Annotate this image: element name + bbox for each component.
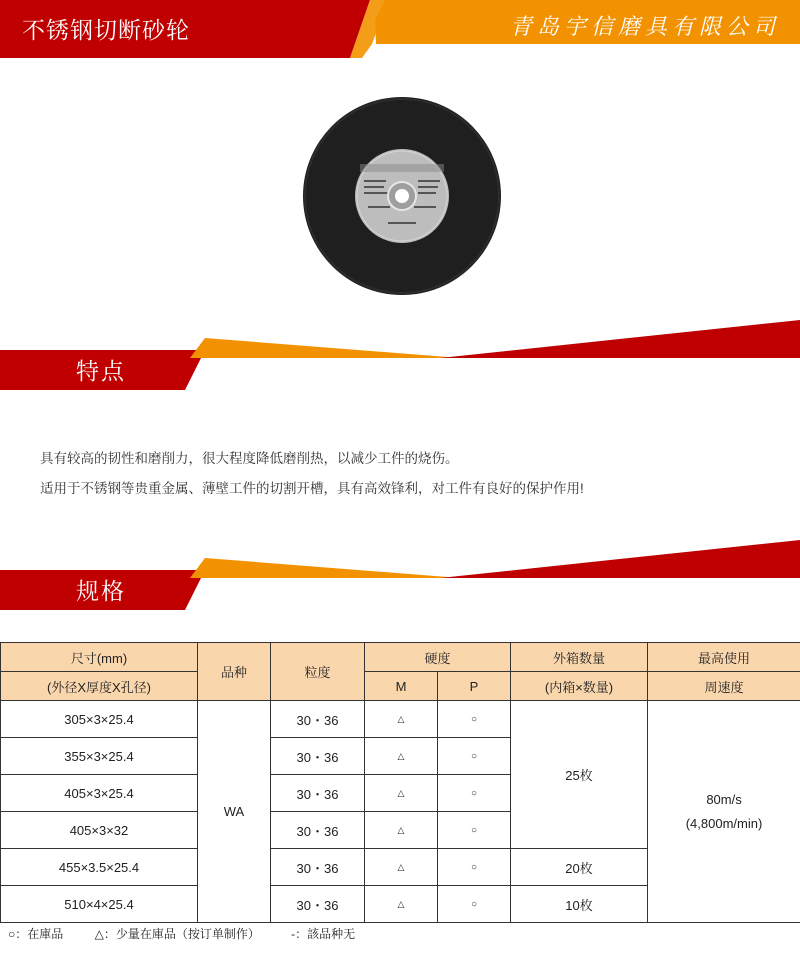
spec-title: 规格 — [76, 579, 126, 605]
cell-hardness-m: △ — [365, 738, 438, 775]
cell-size: 355×3×25.4 — [1, 738, 198, 775]
legend-limited: △：少量在庫品（按订单制作） — [94, 927, 260, 941]
header-size: 尺寸(mm) — [1, 643, 198, 672]
cell-grit: 30・36 — [271, 812, 365, 849]
features-text — [40, 444, 760, 504]
cell-max-speed — [648, 701, 800, 923]
cell-hardness-p: ○ — [438, 701, 511, 738]
page-title: 不锈钢切断砂轮 — [22, 18, 190, 44]
cell-grit: 30・36 — [271, 849, 365, 886]
spec-banner — [0, 540, 800, 610]
cell-grit: 30・36 — [271, 886, 365, 923]
cell-size: 405×3×25.4 — [1, 775, 198, 812]
cell-hardness-m: △ — [365, 849, 438, 886]
header-hardness-p: P — [438, 672, 511, 701]
header-grit: 粒度 — [271, 643, 365, 701]
cell-hardness-m: △ — [365, 701, 438, 738]
cell-size: 510×4×25.4 — [1, 886, 198, 923]
header-max-speed-sub: 周速度 — [648, 672, 800, 701]
features-title: 特点 — [76, 359, 126, 385]
features-banner — [0, 320, 800, 390]
header-hardness-m: M — [365, 672, 438, 701]
header-banner — [0, 0, 800, 58]
cell-grit: 30・36 — [271, 775, 365, 812]
cell-hardness-p: ○ — [438, 738, 511, 775]
cell-hardness-m: △ — [365, 812, 438, 849]
spec-table — [0, 642, 800, 923]
cell-hardness-p: ○ — [438, 775, 511, 812]
header-carton-sub: (内箱×数量) — [511, 672, 648, 701]
cell-grit: 30・36 — [271, 701, 365, 738]
cell-size: 405×3×32 — [1, 812, 198, 849]
cell-variety: WA — [198, 701, 271, 923]
cell-carton: 20枚 — [511, 849, 648, 886]
table-legend — [8, 925, 383, 942]
header-variety: 品种 — [198, 643, 271, 701]
cell-carton: 25枚 — [511, 701, 648, 849]
legend-none: -：該品种无 — [291, 927, 356, 941]
cell-carton: 10枚 — [511, 886, 648, 923]
product-image — [302, 94, 502, 298]
cutting-wheel-image — [302, 94, 502, 298]
feature-line-1: 具有较高的韧性和磨削力，很大程度降低磨削热，以减少工件的烧伤。 — [40, 451, 459, 466]
cell-grit: 30・36 — [271, 738, 365, 775]
cell-size: 305×3×25.4 — [1, 701, 198, 738]
table-row — [1, 701, 800, 738]
header-hardness: 硬度 — [365, 643, 511, 672]
feature-line-2: 适用于不锈钢等贵重金属、薄壁工件的切割开槽，具有高效锋利，对工件有良好的保护作用! — [40, 481, 584, 496]
cell-hardness-m: △ — [365, 775, 438, 812]
speed-line-2: (4,800m/min) — [685, 815, 763, 831]
legend-in-stock: ○：在庫品 — [8, 927, 64, 941]
cell-hardness-p: ○ — [438, 849, 511, 886]
header-size-sub: (外径X厚度X孔径) — [1, 672, 198, 701]
cell-hardness-m: △ — [365, 886, 438, 923]
cell-hardness-p: ○ — [438, 886, 511, 923]
header-carton: 外箱数量 — [511, 643, 648, 672]
speed-line-1: 80m/s — [706, 791, 742, 807]
cell-size: 455×3.5×25.4 — [1, 849, 198, 886]
header-max-speed: 最高使用 — [648, 643, 800, 672]
company-name: 青岛宇信磨具有限公司 — [509, 15, 780, 40]
cell-hardness-p: ○ — [438, 812, 511, 849]
